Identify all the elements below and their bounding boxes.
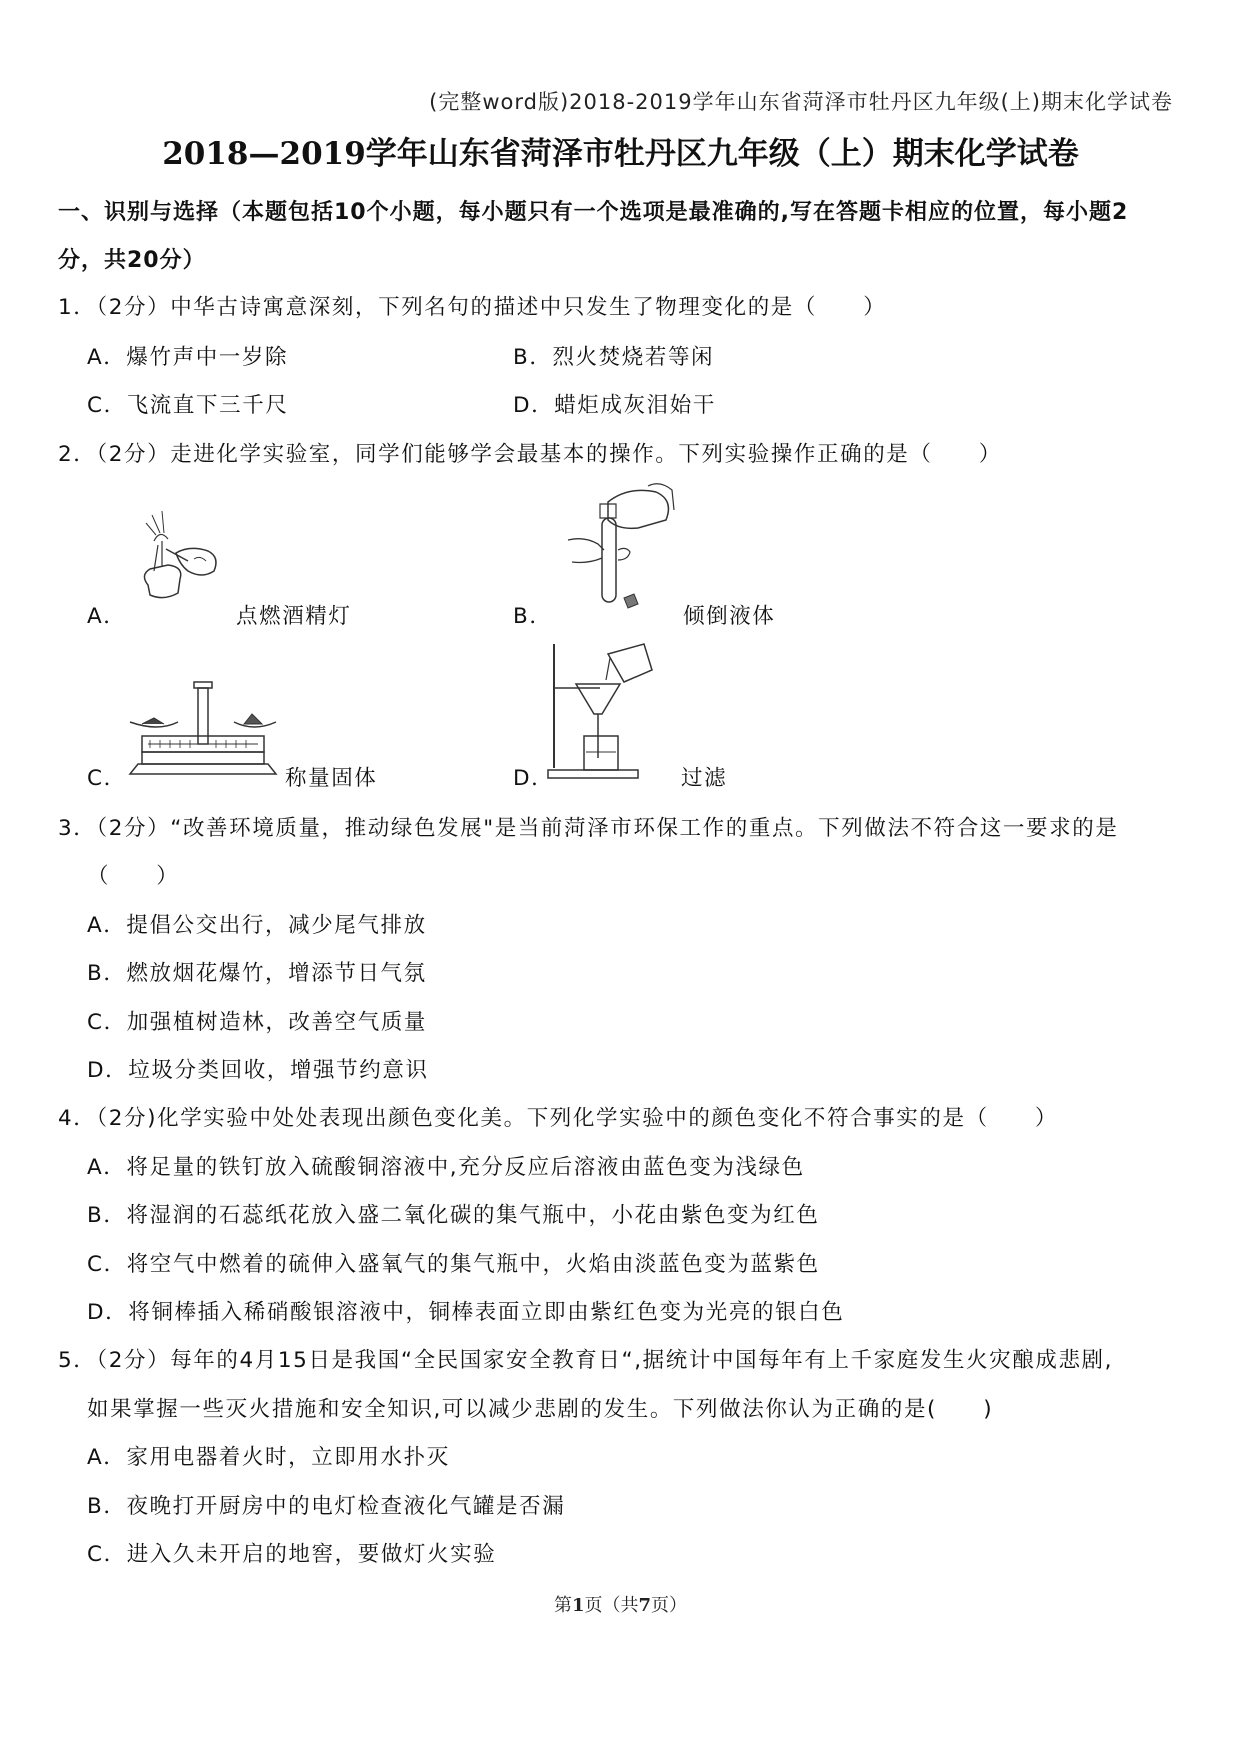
q4-option-b[interactable]: B．将湿润的石蕊纸花放入盛二氧化碳的集气瓶中，小花由紫色变为红色 (87, 1203, 820, 1228)
footer-prefix: 第 (553, 1595, 572, 1616)
q4-option-c[interactable]: C．将空气中燃着的硫伸入盛氧气的集气瓶中，火焰由淡蓝色变为蓝紫色 (87, 1252, 820, 1277)
q1-option-c[interactable]: C．飞流直下三千尺 (87, 393, 289, 418)
q1-option-a[interactable]: A．爆竹声中一岁除 (87, 345, 289, 370)
q1-option-b[interactable]: B．烈火焚烧若等闲 (513, 345, 715, 370)
filtration-apparatus-icon (548, 640, 673, 789)
alcohol-lamp-lighting-icon (128, 505, 238, 619)
q3-option-b[interactable]: B．燃放烟花爆竹，增添节日气氛 (87, 961, 427, 986)
question-4-stem: 4．（2分)化学实验中处处表现出颜色变化美。下列化学实验中的颜色变化不符合事实的是（ ） (58, 1106, 1058, 1131)
footer-suffix: 页） (651, 1595, 688, 1616)
question-3-stem: 3．（2分）“改善环境质量，推动绿色发展"是当前菏泽市环保工作的重点。下列做法不符合这一要求的是 (58, 816, 1119, 841)
q3-option-d[interactable]: D．垃圾分类回收，增强节约意识 (87, 1058, 429, 1083)
question-5-stem-cont: 如果掌握一些灭火措施和安全知识,可以减少悲剧的发生。下列做法你认为正确的是( ) (87, 1397, 994, 1422)
q3-option-c[interactable]: C．加强植树造林，改善空气质量 (87, 1010, 428, 1035)
footer-page-number: 1 (571, 1595, 585, 1616)
q3-option-a[interactable]: A．提倡公交出行，减少尾气排放 (87, 913, 427, 938)
q2-option-b-caption: 倾倒液体 (683, 604, 776, 629)
pouring-liquid-icon (548, 480, 688, 624)
page-footer (0, 1591, 1241, 1617)
q1-option-d[interactable]: D．蜡炬成灰泪始干 (513, 393, 716, 418)
q5-option-b[interactable]: B．夜晚打开厨房中的电灯检查液化气罐是否漏 (87, 1494, 566, 1519)
footer-total-pages: 7 (638, 1595, 652, 1616)
q2-option-d-letter[interactable]: D． (513, 766, 555, 791)
footer-middle: 页（共 (584, 1595, 639, 1616)
q4-option-d[interactable]: D．将铜棒插入稀硝酸银溶液中，铜棒表面立即由紫红色变为光亮的银白色 (87, 1300, 845, 1325)
q2-option-d-caption: 过滤 (681, 766, 728, 791)
question-3-stem-cont: （ ） (87, 864, 180, 889)
question-2-stem: 2．（2分）走进化学实验室，同学们能够学会最基本的操作。下列实验操作正确的是（ ） (58, 442, 1002, 467)
q2-option-c-letter[interactable]: C． (87, 766, 127, 791)
running-header: (完整word版)2018-2019学年山东省菏泽市牡丹区九年级(上)期末化学试卷 (429, 90, 1173, 114)
q5-option-c[interactable]: C．进入久未开启的地窖，要做灯火实验 (87, 1542, 497, 1567)
question-5-stem: 5．（2分）每年的4月15日是我国“全民国家安全教育日“,据统计中国每年有上千家庭发生火灾酿成悲剧, (58, 1348, 1114, 1373)
q2-option-b-letter[interactable]: B． (513, 604, 553, 629)
q2-option-a-caption: 点燃酒精灯 (236, 604, 352, 629)
q2-option-a-letter[interactable]: A． (87, 604, 127, 629)
question-1-stem: 1．（2分）中华古诗寓意深刻，下列名句的描述中只发生了物理变化的是（ ） (58, 295, 887, 320)
q4-option-a[interactable]: A．将足量的铁钉放入硫酸铜溶液中,充分反应后溶液由蓝色变为浅绿色 (87, 1155, 805, 1180)
section-heading: 一、识别与选择（本题包括10个小题，每小题只有一个选项是最准确的,写在答题卡相应的位置，每小题2 (58, 200, 1129, 225)
page-title: 2018—2019学年山东省菏泽市牡丹区九年级（上）期末化学试卷 (162, 136, 1079, 172)
balance-scale-icon (128, 668, 278, 787)
q2-option-c-caption: 称量固体 (285, 766, 378, 791)
section-heading-cont: 分，共20分） (58, 248, 206, 273)
q5-option-a[interactable]: A．家用电器着火时，立即用水扑灭 (87, 1445, 450, 1470)
